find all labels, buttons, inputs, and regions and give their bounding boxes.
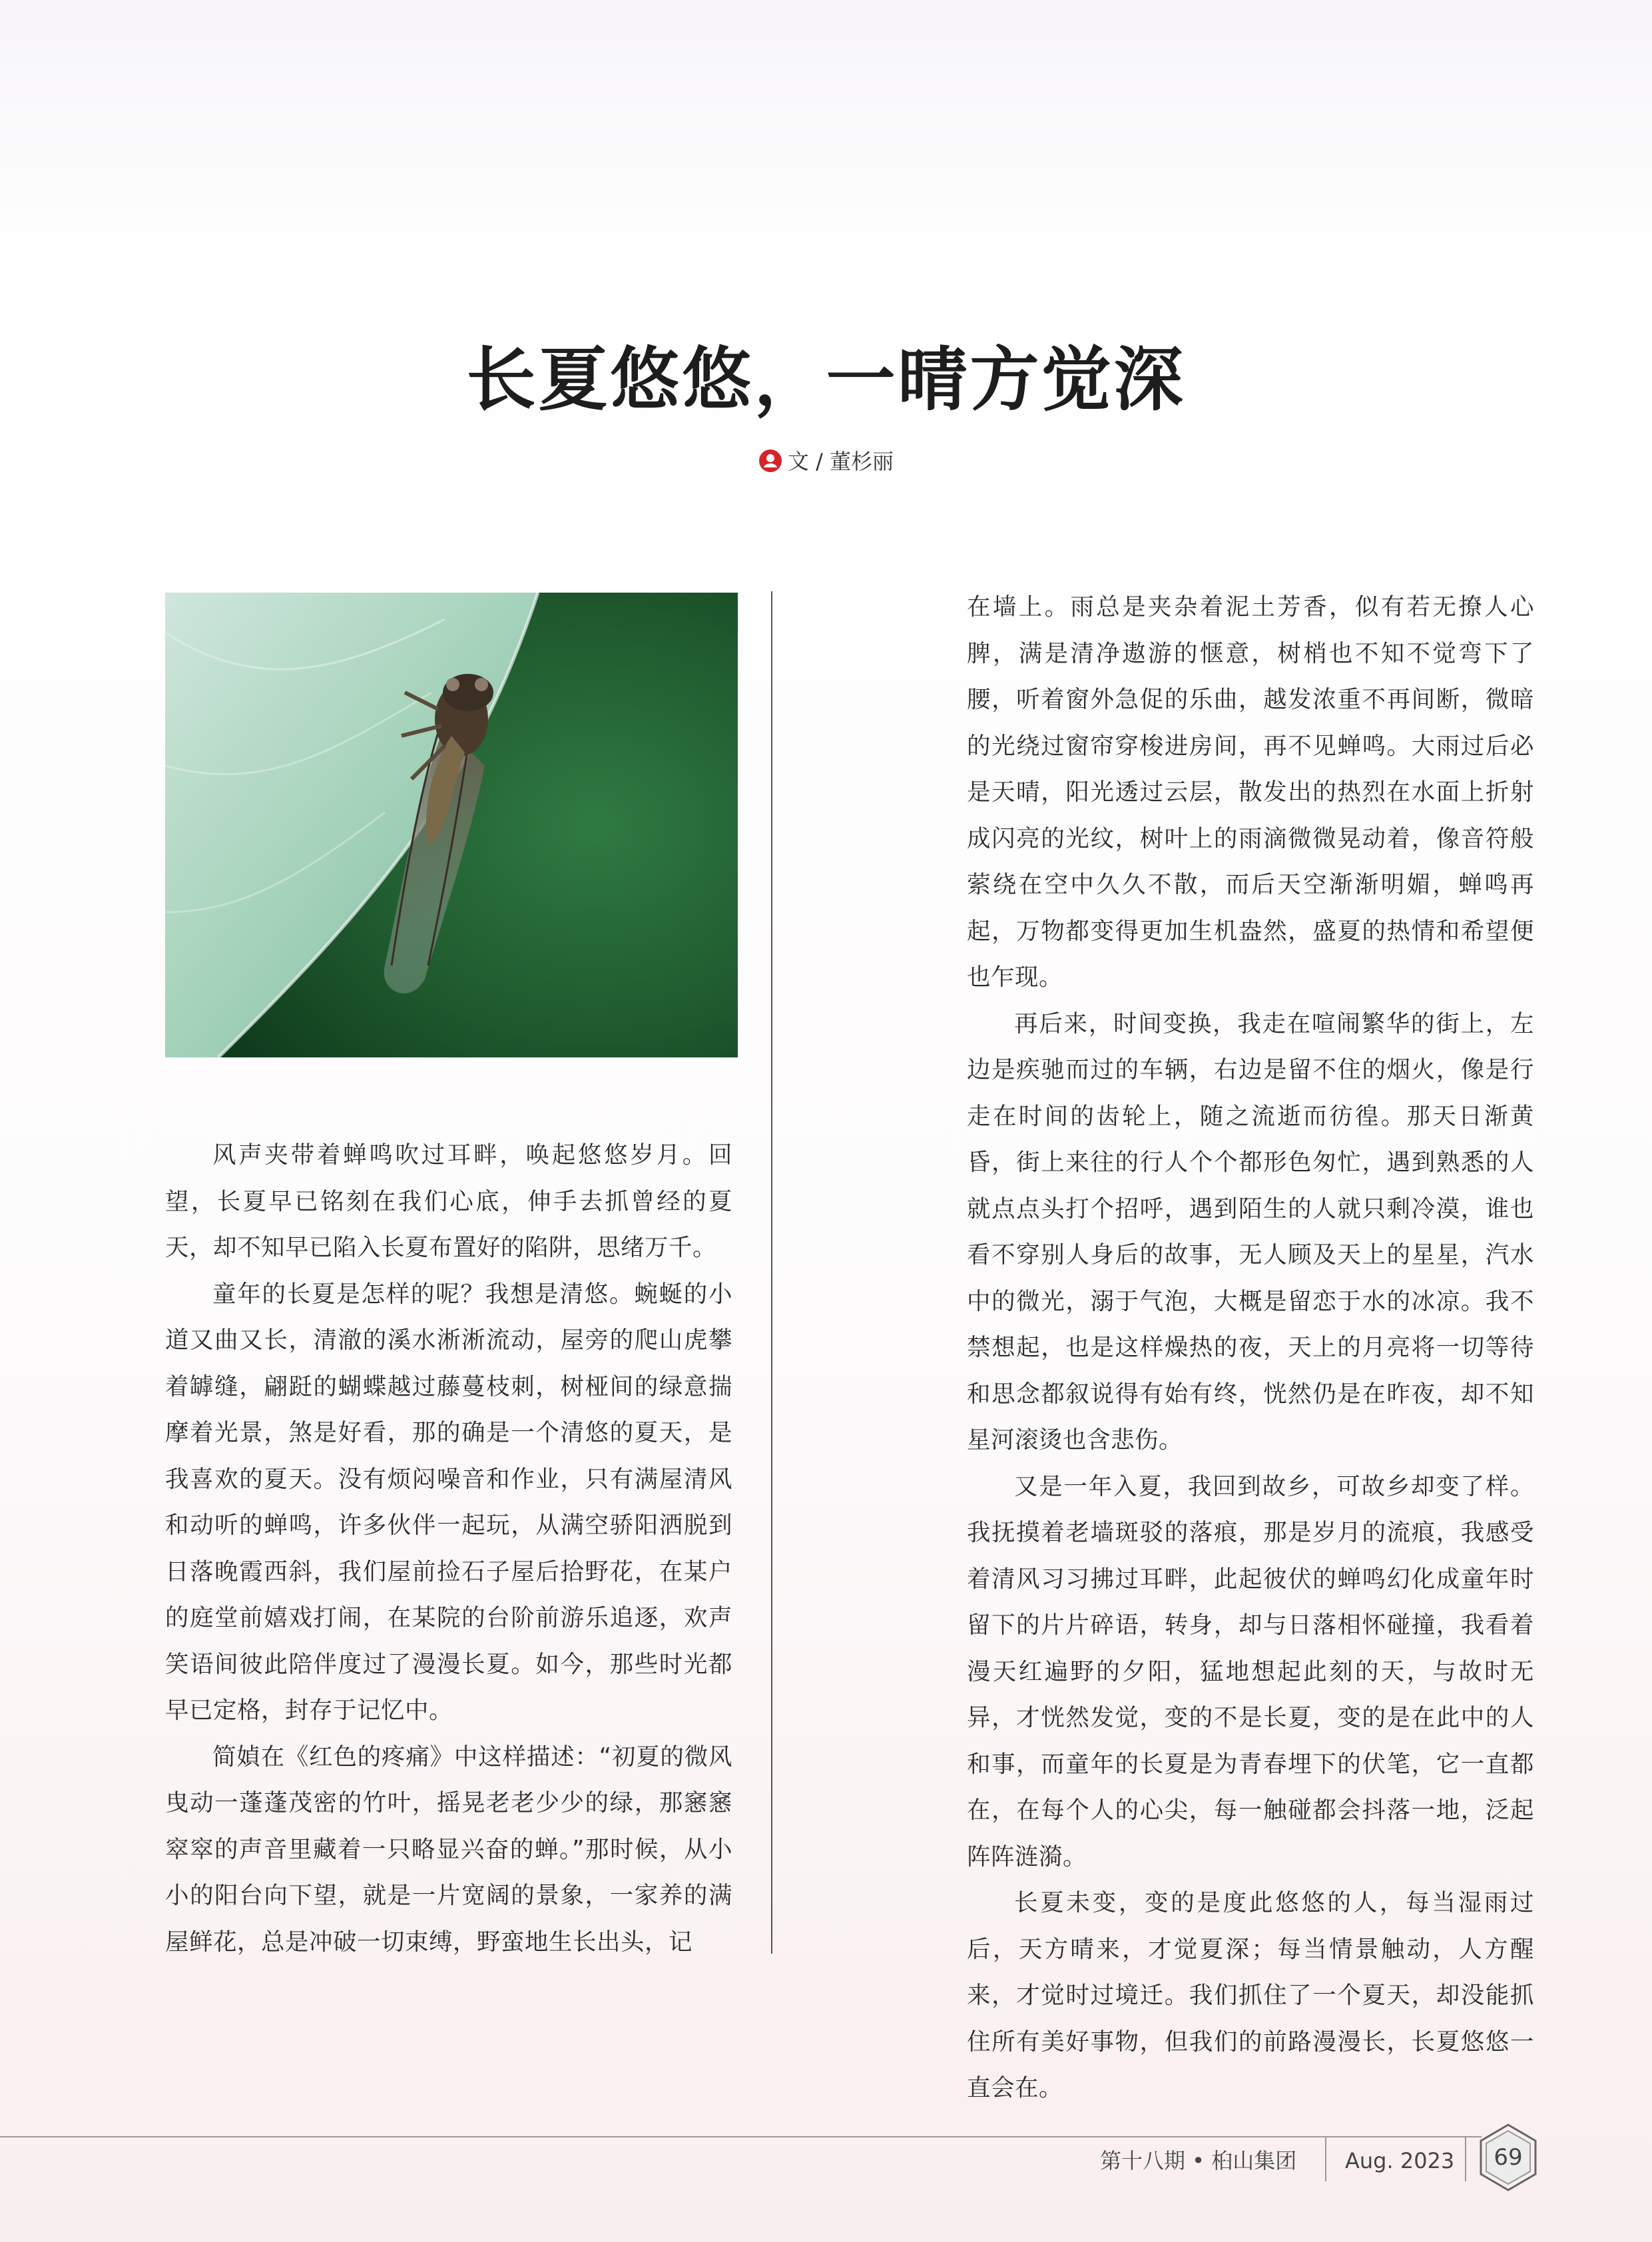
- right-column: [967, 584, 1534, 2111]
- paragraph: 简媜在《红色的疼痛》中这样描述：“初夏的微风曳动一蓬蓬茂密的竹叶，摇晃老老少少的绿，那窸窸窣窣的声音里藏着一只略显兴奋的蝉。”那时候，从小小的阳台向下望，就是一片宽阔的景象，一家养的满屋鲜花，总是冲破一切束缚，野蛮地生长出头，记: [165, 1743, 732, 1956]
- paragraph: 在墙上。雨总是夹杂着泥土芳香，似有若无撩人心脾，满是清净遨游的惬意，树梢也不知不觉弯下了腰，听着窗外急促的乐曲，越发浓重不再间断，微暗的光绕过窗帘穿梭进房间，再不见蝉鸣。大雨过后必是天晴，阳光透过云层，散发出的热烈在水面上折射成闪亮的光纹，树叶上的雨滴微微晃动着，像音符般萦绕在空中久久不散，而后天空渐渐明媚，蝉鸣再起，万物都变得更加生机盎然，盛夏的热情和希望便也乍现。: [967, 593, 1534, 991]
- column-divider: [771, 591, 772, 1954]
- paragraph: 再后来，时间变换，我走在喧闹繁华的街上，左边是疾驰而过的车辆，右边是留不住的烟火，像是行走在时间的齿轮上，随之流逝而彷徨。那天日渐黄昏，街上来往的行人个个都形色匆忙，遇到熟悉的人就点点头打个招呼，遇到陌生的人就只剩冷漠，谁也看不穿别人身后的故事，无人顾及天上的星星，汽水中的微光，溺于气泡，大概是留恋于水的冰凉。我不禁想起，也是这样燥热的夜，天上的月亮将一切等待和思念都叙说得有始有终，恍然仍是在昨夜，却不知星河滚烫也含悲伤。: [967, 1009, 1534, 1454]
- paragraph: 又是一年入夏，我回到故乡，可故乡却变了样。我抚摸着老墙斑驳的落痕，那是岁月的流痕，我感受着清风习习拂过耳畔，此起彼伏的蝉鸣幻化成童年时留下的片片碎语，转身，却与日落相怀碰撞，我看着漫天红遍野的夕阳，猛地想起此刻的天，与故时无异，才恍然发觉，变的不是长夏，变的是在此中的人和事，而童年的长夏是为青春埋下的伏笔，它一直都在，在每个人的心尖，每一触碰都会抖落一地，泛起阵阵涟漪。: [967, 1472, 1534, 1870]
- page-number: 69: [1494, 2144, 1523, 2171]
- author-icon: [758, 449, 782, 473]
- paragraph: 风声夹带着蝉鸣吹过耳畔，唤起悠悠岁月。回望，长夏早已铭刻在我们心底，伸手去抓曾经的夏天，却不知早已陷入长夏布置好的陷阱，思绪万千。: [165, 1141, 732, 1261]
- byline: [0, 445, 1652, 478]
- footer-issue: 第十八期 • 桕山集团: [1100, 2148, 1297, 2173]
- byline-text: 文 / 董杉丽: [787, 449, 894, 474]
- footer-separator: [1465, 2137, 1466, 2181]
- footer-separator: [1325, 2137, 1326, 2181]
- article-title: 长夏悠悠，一晴方觉深: [466, 338, 1186, 420]
- paragraph: 长夏未变，变的是度此悠悠的人，每当湿雨过后，天方晴来，才觉夏深；每当情景触动，人方醒来，才觉时过境迁。我们抓住了一个夏天，却没能抓住所有美好事物，但我们的前路漫漫长，长夏悠悠一直会在。: [967, 1889, 1534, 2102]
- paragraph: 童年的长夏是怎样的呢？我想是清悠。蜿蜒的小道又曲又长，清澈的溪水淅淅流动，屋旁的爬山虎攀着罅缝，翩跹的蝴蝶越过藤蔓枝刺，树桠间的绿意揣摩着光景，煞是好看，那的确是一个清悠的夏天，是我喜欢的夏天。没有烦闷噪音和作业，只有满屋清风和动听的蝉鸣，许多伙伴一起玩，从满空骄阳洒脱到日落晚霞西斜，我们屋前捡石子屋后拾野花，在某户的庭堂前嬉戏打闹，在某院的台阶前游乐追逐，欢声笑语间彼此陪伴度过了漫漫长夏。如今，那些时光都早已定格，封存于记忆中。: [165, 1280, 732, 1724]
- footer-rule: [0, 2136, 1482, 2137]
- cicada-photo: [165, 593, 738, 1057]
- footer-date: Aug. 2023: [1345, 2148, 1455, 2173]
- left-column: [165, 1132, 732, 1965]
